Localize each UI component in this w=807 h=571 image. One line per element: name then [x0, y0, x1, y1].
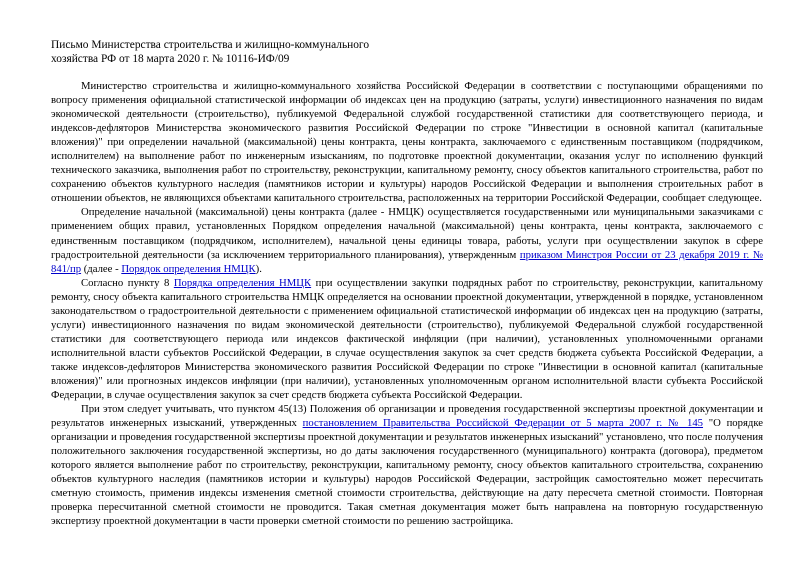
- title-line-2: хозяйства РФ от 18 марта 2020 г. № 10116-ИФ/09: [51, 53, 290, 65]
- link-minstroy-order[interactable]: приказом Минстроя России от 23 декабря 2019 г. № 841/пр: [51, 248, 763, 275]
- title-line-1: Письмо Министерства строительства и жилищно-коммунального: [51, 39, 370, 51]
- paragraph-1: Министерство строительства и жилищно-коммунального хозяйства Российской Федерации в соответствии с поступающими обращениями по вопросу применения официальной статистической информации об индексах цен на продукцию (затраты, услуги) инвестиционного назначения по видам экономической деятельности (строительство), публикуемой Федеральной службой государственной статистики для соответствующего периода, и индексов-дефляторов Министерства экономического развития Российской Федерации по строке "Инвестиции в основной капитал (капитальные вложения)" при определении начальной (максимальной) цены контракта, цены контракта, заключаемого с единственным поставщиком (подрядчиком, исполнителем) на выполнение работ по инженерным изысканиям, по подготовке проектной документации, оказания услуг по исполнению функций технического заказчика, выполнения работ по строительству, реконструкции, капитальному ремонту, сносу объектов капитального строительства, работ по сохранению объектов культурного наследия (памятников истории и культуры) народов Российской Федерации и выполнения строительных работ в отношении объектов, не являющихся объектами капитального строительства, расположенных на территории Российской Федерации, сообщает следующее.: [51, 80, 763, 205]
- link-nmck-procedure[interactable]: Порядок определения НМЦК: [121, 262, 256, 275]
- document-body: [51, 79, 763, 529]
- paragraph-2-text-a: Определение начальной (максимальной) цены контракта (далее - НМЦК) осуществляется государственными или муниципальными заказчиками с применением общих правил, установленных Порядком определения начальной (максимальной) цены контракта, цены контракта, заключаемого с единственным поставщиком (подрядчиком, исполнителем), начальной цены единицы товара, работы, услуги при осуществлении закупок в сфере градостроительной деятельности (за исключением территориального планирования), утвержденным: [51, 206, 763, 261]
- document-title: [51, 38, 763, 66]
- paragraph-3-text-a: Согласно пункту 8: [81, 276, 174, 289]
- paragraph-4: [51, 402, 763, 528]
- paragraph-2-text-c: ).: [255, 262, 262, 275]
- paragraph-3: [51, 276, 763, 402]
- paragraph-2: [51, 205, 763, 275]
- link-government-resolution[interactable]: постановлением Правительства Российской Федерации от 5 марта 2007 г. № 145: [302, 417, 704, 430]
- paragraph-2-text-b: (далее -: [81, 262, 122, 275]
- paragraph-3-text-b: при осуществлении закупки подрядных работ по строительству, реконструкции, капитальному ремонту, сносу объекта капитального строительства НМЦК определяется на основании проектной документации, утвержденной в порядке, установленном законодательством о градостроительной деятельности с применением официальной статистической информации об индексах цен на продукцию (затраты, услуги) инвестиционного назначения по видам экономической деятельности (строительство), публикуемой Федеральной службой государственной статистики для соответствующего периода или индексов фактической инфляции (при наличии), установленных уполномоченными органами исполнительной власти субъектов Российской Федерации, в случае осуществления закупок за счет средств бюджета субъекта Российской Федерации, а также индексов-дефляторов Министерства экономического развития Российской Федерации по строке "Инвестиции в основной капитал (капитальные вложения)" или прогнозных индексов инфляции (при наличии), установленных уполномоченным органом исполнительной власти субъекта Российской Федерации, в случае осуществления закупок за счет средств бюджета субъекта Российской Федерации.: [51, 276, 763, 402]
- link-nmck-procedure-item[interactable]: Порядка определения НМЦК: [173, 276, 312, 289]
- paragraph-4-text-a: При этом следует учитывать, что пунктом 45(13) Положения об организации и проведения государственной экспертизы проектной документации и результатов инженерных изысканий, утвержденных: [51, 403, 763, 430]
- paragraph-4-text-b: "О порядке организации и проведения государственной экспертизы проектной документации и результатов инженерных изысканий" установлено, что после получения положительного заключения государственной экспертизы, но до даты заключения государственного (муниципального) контракта (договора), предметом которого является выполнение работ по строительству, реконструкции, капитальному ремонту, сносу объектов капитального строительства, сохранению объектов культурного наследия (памятников истории и культуры) народов Российской Федерации, застройщик самостоятельно может пересчитать сметную стоимость, применив индексы изменения сметной стоимости строительства, действующие на дату пересчета сметной стоимости. Повторная проверка пересчитанной сметной стоимости не проводится. Такая сметная документация может быть направлена на повторную государственную экспертизу проектной документации в части проверки сметной стоимости по решению застройщика.: [51, 417, 764, 528]
